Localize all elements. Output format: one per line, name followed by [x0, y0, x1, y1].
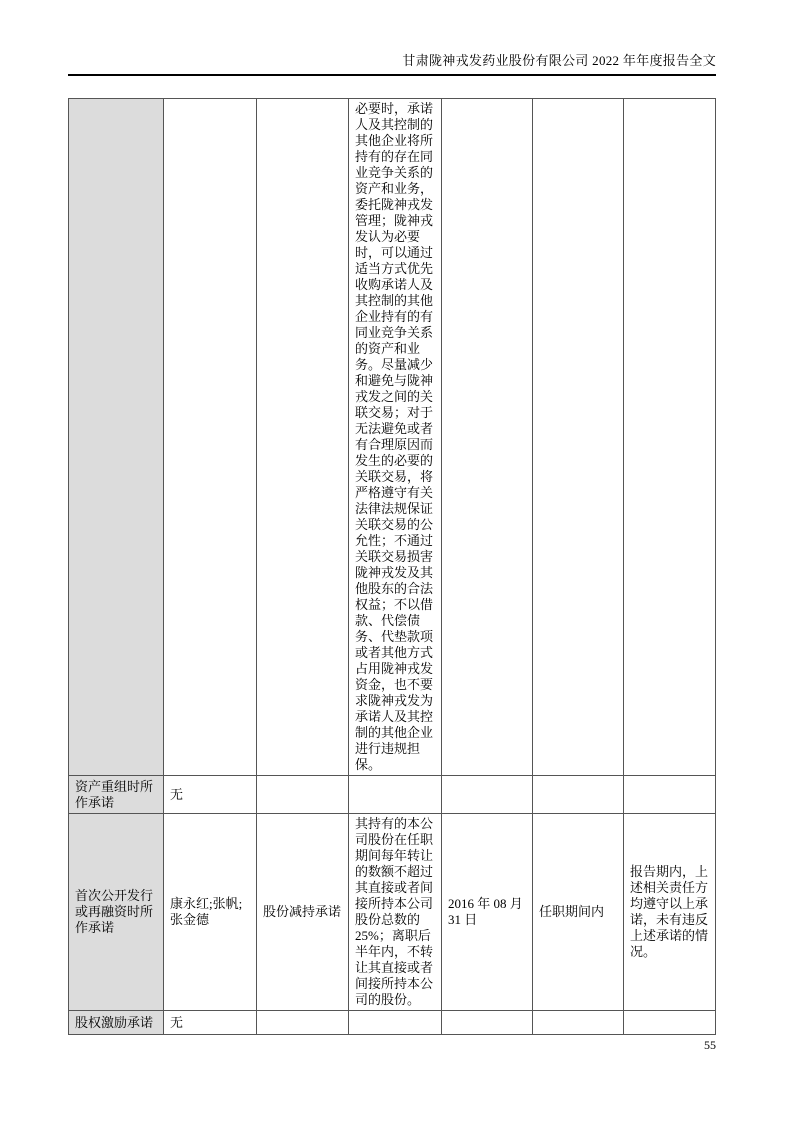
commitment-detail-continued-cell: 必要时，承诺人及其控制的其他企业将所持有的存在同业竞争关系的资产和业务，委托陇神戎发管理；陇神戎发认为必要时，可以通过适当方式优先收购承诺人及其控制的其他企业持有的有同业竞争关系的资产和业务。尽量减少和避免与陇神戎发之间的关联交易；对于无法避免或者有合理原因而发生的必要的关联交易，将严格遵守有关法律法规保证关联交易的公允性；不通过关联交易损害陇神戎发及其他股东的合法权益；不以借款、代偿债务、代垫款项或者其他方式占用陇神戎发资金，也不要求陇神戎发为承诺人及其控制的其他企业进行违规担保。	[349, 99, 442, 776]
equity-incentive-label-cell: 股权激励承诺	[69, 1011, 164, 1035]
empty-cell	[442, 1011, 533, 1035]
empty-cell	[624, 776, 716, 814]
ipo-refinancing-label-cell: 首次公开发行或再融资时所作承诺	[69, 814, 164, 1011]
commitment-type-cell: 股份减持承诺	[257, 814, 349, 1011]
empty-cell	[442, 99, 533, 776]
empty-cell	[533, 99, 624, 776]
table-row-ipo-refinancing	[69, 814, 716, 1011]
equity-incentive-value-cell: 无	[164, 1011, 257, 1035]
committer-cell: 康永红;张帆;张金德	[164, 814, 257, 1011]
header-rule	[68, 74, 716, 76]
empty-cell	[442, 776, 533, 814]
empty-cell	[349, 776, 442, 814]
page-content	[68, 0, 716, 1035]
empty-cell	[533, 1011, 624, 1035]
page-number: 55	[704, 1038, 716, 1052]
commitment-term-cell: 任职期间内	[533, 814, 624, 1011]
asset-restructuring-value-cell: 无	[164, 776, 257, 814]
commitment-table	[68, 98, 716, 1035]
commitment-date-cell: 2016 年 08 月 31 日	[442, 814, 533, 1011]
performance-status-cell: 报告期内，上述相关责任方均遵守以上承诺，未有违反上述承诺的情况。	[624, 814, 716, 1011]
empty-cell	[257, 99, 349, 776]
empty-cell	[257, 1011, 349, 1035]
header-title: 甘肃陇神戎发药业股份有限公司 2022 年年度报告全文	[402, 53, 716, 68]
table-row-continuation	[69, 99, 716, 776]
table-row-equity-incentive	[69, 1011, 716, 1035]
empty-cell	[257, 776, 349, 814]
asset-restructuring-label-cell: 资产重组时所作承诺	[69, 776, 164, 814]
empty-cell	[349, 1011, 442, 1035]
empty-cell	[164, 99, 257, 776]
empty-cell	[624, 1011, 716, 1035]
empty-cell	[533, 776, 624, 814]
empty-cell	[624, 99, 716, 776]
commitment-content-cell: 其持有的本公司股份在任职期间每年转让的数额不超过其直接或者间接所持本公司股份总数的25%；离职后半年内，不转让其直接或者间接所持本公司的股份。	[349, 814, 442, 1011]
table-row-asset-restructuring	[69, 776, 716, 814]
row-label-cell	[69, 99, 164, 776]
